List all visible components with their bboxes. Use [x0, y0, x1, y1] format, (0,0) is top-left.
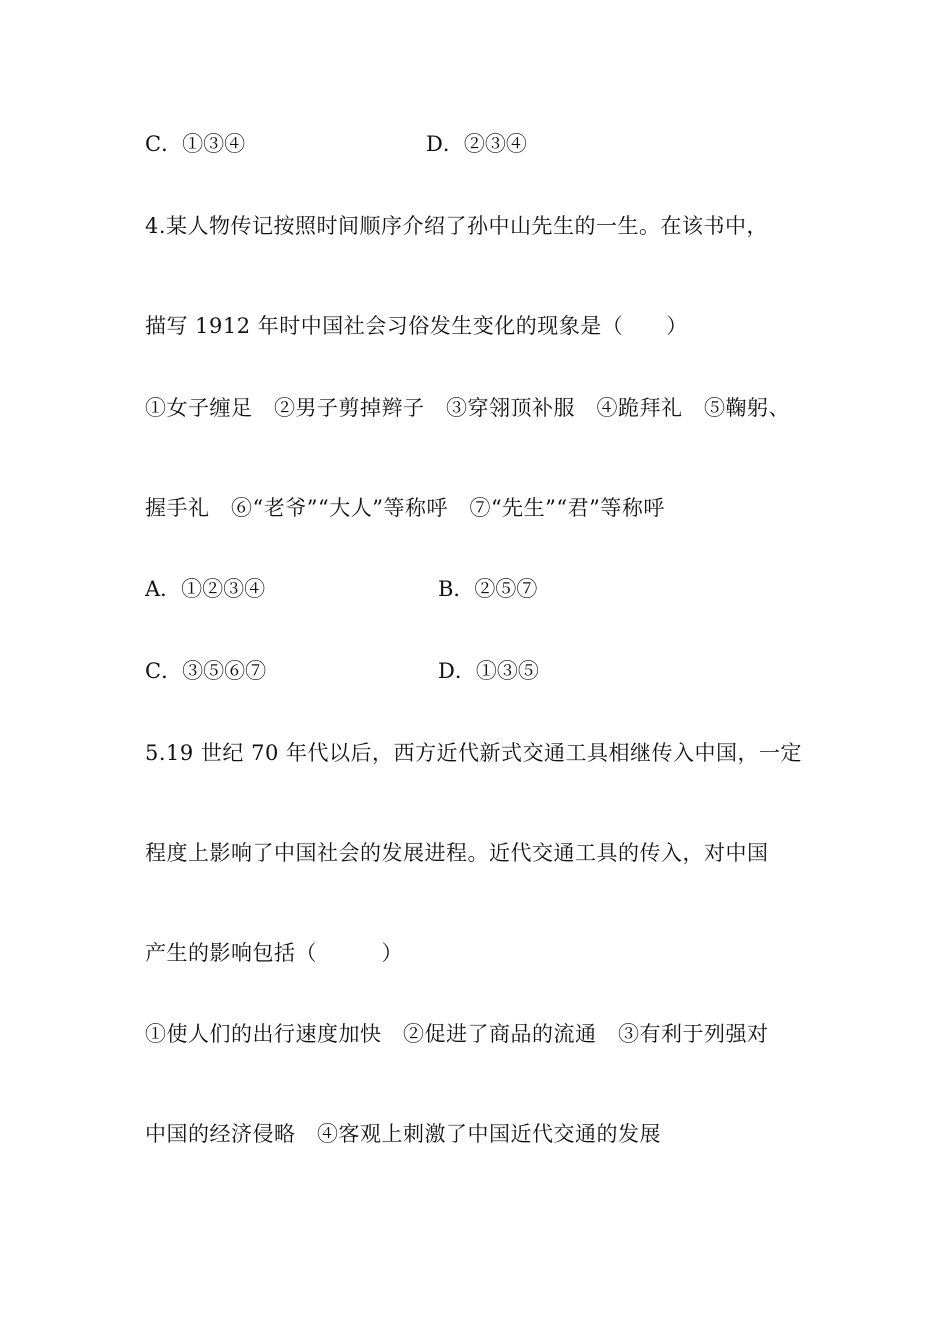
q4-items-line-2: 握手礼 ⑥“老爷”“大人”等称呼 ⑦“先生”“君”等称呼	[145, 496, 665, 520]
q5-items-line-1: ①使人们的出行速度加快 ②促进了商品的流通 ③有利于列强对	[145, 1022, 769, 1046]
q5-stem-line-2: 程度上影响了中国社会的发展进程。近代交通工具的传入，对中国	[145, 841, 769, 865]
q4-option-c: C．③⑤⑥⑦	[145, 659, 267, 683]
q4-option-a: A．①②③④	[145, 577, 266, 601]
q5-stem-line-1: 5.19 世纪 70 年代以后，西方近代新式交通工具相继传入中国，一定	[145, 741, 803, 765]
q5-items-line-2: 中国的经济侵略 ④客观上刺激了中国近代交通的发展	[145, 1122, 661, 1146]
q4-option-b: B．②⑤⑦	[438, 577, 538, 601]
q4-stem-line-1: 4.某人物传记按照时间顺序介绍了孙中山先生的一生。在该书中，	[145, 214, 769, 238]
q4-stem-line-2: 描写 1912 年时中国社会习俗发生变化的现象是（ ）	[145, 314, 688, 338]
q4-option-d: D．①③⑤	[438, 659, 539, 683]
q5-stem-line-3: 产生的影响包括（ ）	[145, 941, 403, 965]
q3-option-d: D．②③④	[426, 132, 527, 156]
q4-items-line-1: ①女子缠足 ②男子剪掉辫子 ③穿翎顶补服 ④跪拜礼 ⑤鞠躬、	[145, 396, 790, 420]
q3-option-c: C．①③④	[145, 132, 246, 156]
